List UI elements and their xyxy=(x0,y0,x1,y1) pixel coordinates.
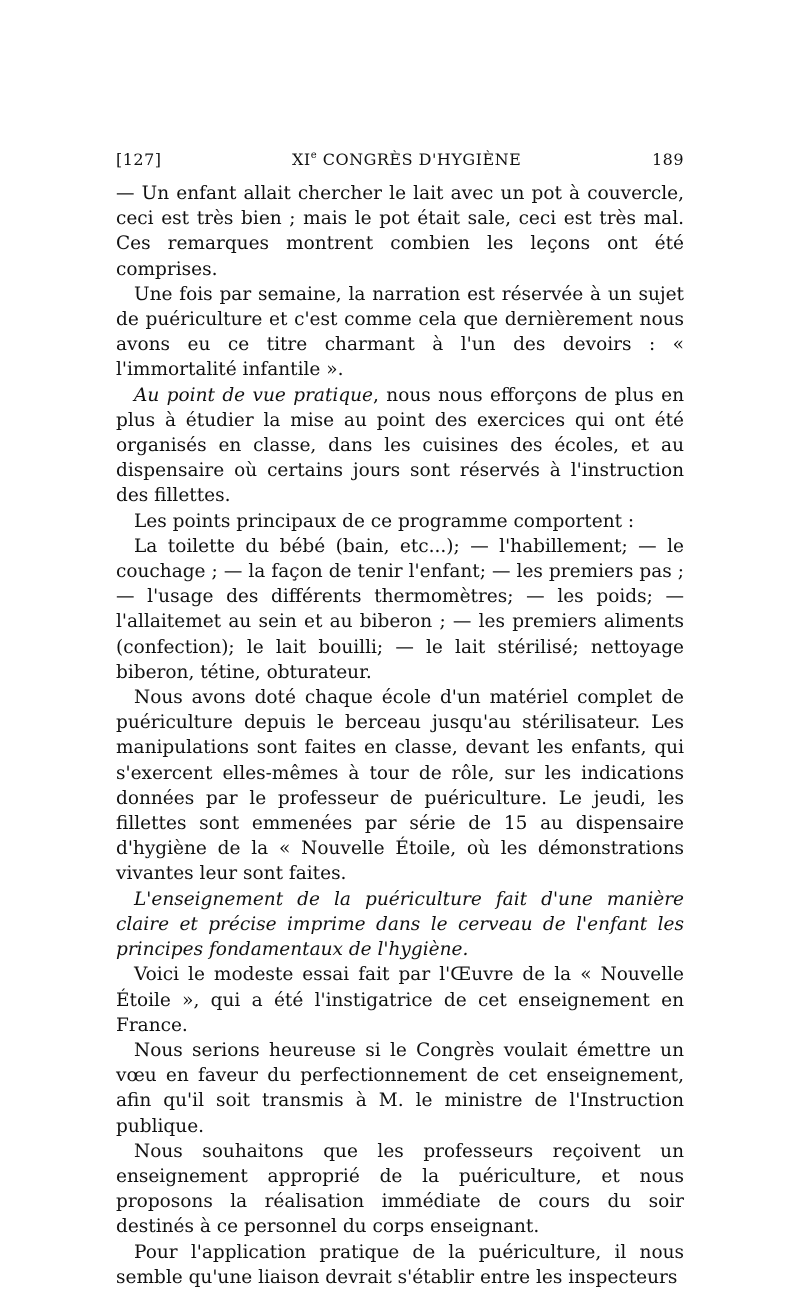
paragraph xyxy=(116,282,684,383)
paragraph-text: , nous nous efforçons de plus en plus à étudier la mise au point des exercices qui ont été organisés en classe, dans les cuisines des écoles, et au dispensaire où certains jours sont réservés à l'instruction des fillettes. xyxy=(116,384,685,507)
running-title-superscript: e xyxy=(310,150,318,161)
paragraph-text: Nous avons doté chaque école d'un matériel complet de puériculture depuis le berceau jusqu'au stérilisateur. Les manipulations sont faites en classe, devant les enfants, qui s'exercent elles-mêmes à tour de rôle, sur les indications données par le professeur de puériculture. Le jeudi, les fillettes sont emmenées par série de 15 au dispensaire d'hygiène de la « Nouvelle Étoile, où les démonstrations vivantes leur sont faites. xyxy=(116,687,684,885)
book-page xyxy=(116,150,684,1290)
paragraph xyxy=(116,383,684,509)
italic-phrase: Au point de vue pratique xyxy=(134,384,373,406)
running-header xyxy=(116,150,684,176)
paragraph xyxy=(116,509,684,534)
paragraph xyxy=(116,181,684,282)
paragraph xyxy=(116,1139,684,1240)
paragraph-text: Voici le modeste essai fait par l'Œuvre de la « Nouvelle Étoile », qui a été l'instigatrice de cet enseignement en France. xyxy=(116,964,684,1036)
paragraph xyxy=(116,685,684,887)
page-number: 189 xyxy=(651,150,684,169)
running-title-rest: CONGRÈS D'HYGIÈNE xyxy=(317,150,522,169)
paragraph-text: Nous serions heureuse si le Congrès voulait émettre un vœu en faveur du perfectionnement de cet enseignement, afin qu'il soit transmis à M. le ministre de l'Instruction publique. xyxy=(116,1039,684,1137)
paragraph xyxy=(116,962,684,1038)
paragraph-text: La toilette du bébé (bain, etc...); — l'habillement; — le couchage ; — la façon de tenir l'enfant; — les premiers pas ; — l'usage des différents thermomètres; — les poids; — l'allaitemet au sein et au biberon ; — les premiers aliments (confection); le lait bouilli; — le lait stérilisé; nettoyage biberon, tétine, obturateur. xyxy=(116,535,684,683)
paragraph xyxy=(116,1240,684,1290)
paragraph-text: Les points principaux de ce programme comportent : xyxy=(134,510,635,532)
paragraph xyxy=(116,887,684,963)
paragraph-text: Nous souhaitons que les professeurs reçoivent un enseignement approprié de la puériculture, et nous proposons la réalisation immédiate de cours du soir destinés à ce personnel du corps enseignant. xyxy=(116,1140,684,1238)
italic-paragraph-text: L'enseignement de la puériculture fait d'une manière claire et précise imprime dans le cerveau de l'enfant les principes fondamentaux de l'hygiène. xyxy=(116,888,684,961)
paragraph-text: Une fois par semaine, la narration est réservée à un sujet de puériculture et c'est comme cela que dernièrement nous avons eu ce titre charmant à l'un des devoirs : « l'immortalité infantile ». xyxy=(116,283,684,381)
body-text xyxy=(116,181,684,1290)
paragraph-text: — Un enfant allait chercher le lait avec un pot à couvercle, ceci est très bien ; mais le pot était sale, ceci est très mal. Ces remarques montrent combien les leçons ont été comprises. xyxy=(116,183,684,280)
paragraph xyxy=(116,1038,684,1139)
paragraph xyxy=(116,534,684,685)
page-marker: [127] xyxy=(116,150,162,169)
running-title xyxy=(292,150,521,169)
paragraph-text: Pour l'application pratique de la puériculture, il nous semble qu'une liaison devrait s'établir entre les inspecteurs xyxy=(116,1241,684,1288)
running-title-prefix: XI xyxy=(292,150,311,169)
